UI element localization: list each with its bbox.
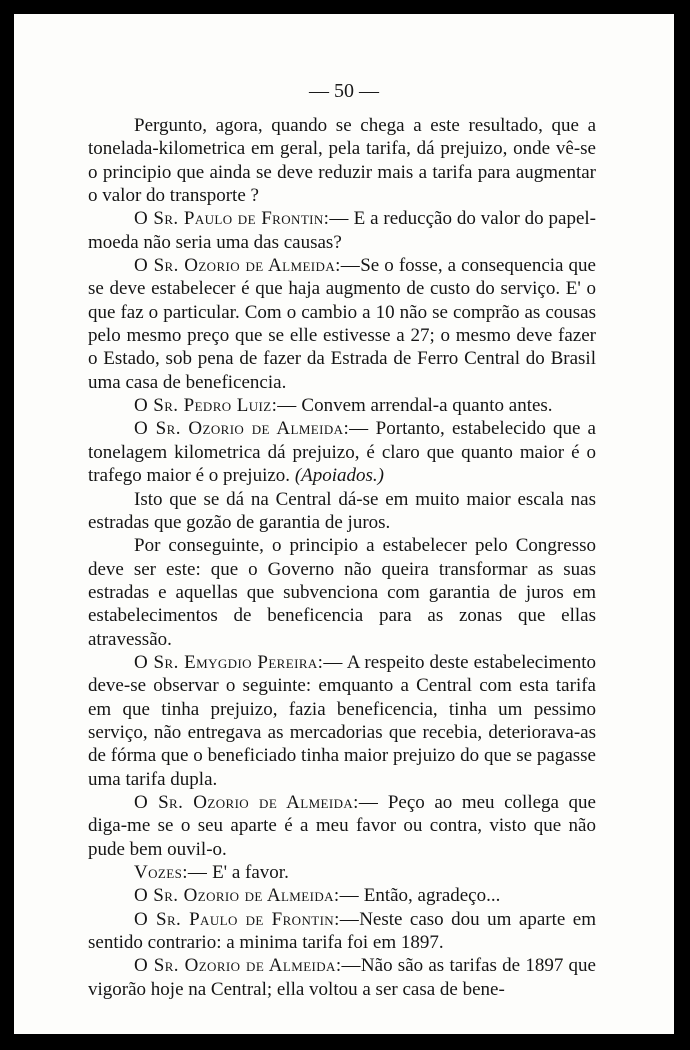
body-text [88,114,596,1001]
paragraph [88,417,596,487]
paragraph [88,791,596,861]
paragraph [88,651,596,791]
paragraph-text: Não são as tarifas de 1897 que vigorão hoje na Central; ella voltou a ser casa de bene- [88,955,596,1000]
paragraph [88,884,596,907]
page-number: — 50 — [309,80,379,102]
speaker-name: O Sr. Paulo de Frontin:— [134,908,360,930]
paragraph-text: Convem arrendal-a quanto antes. [296,395,553,417]
paragraph-text: Portanto, estabelecido que a tonelagem kilometrica dá prejuizo, é claro que quanto maior é o trafego maior é o prejuizo. [88,418,596,487]
paragraph [88,207,596,254]
paragraph [88,861,596,884]
paragraph-text: Se o fosse, a consequencia que se deve estabelecer é que haja augmento de custo do serviço. E' o que faz o particular. Com o cambio a 10 não se comprão as cousas pelo mesmo preço que se elle estivesse a 27; o mesmo deve fazer o Estado, sob pena de fazer da Estrada de Ferro Central do Brasil uma casa de beneficencia. [88,255,596,393]
paragraph-text: Então, agradeço... [358,885,501,907]
paragraph-text: Pergunto, agora, quando se chega a este resultado, que a tonelada-kilometrica em geral, pela tarifa, dá prejuizo, onde vê-se o principio que ainda se deve reduzir mais a tarifa para augmentar o valor do transporte ? [88,115,596,207]
speaker-name: O Sr. Paulo de Frontin:— [134,208,349,230]
paragraph-text: E' a favor. [207,862,289,883]
speaker-name: O Sr. Pedro Luiz:— [134,395,297,417]
speaker-name: O Sr. Ozorio de Almeida:— [134,791,379,813]
speaker-name: O Sr. Emygdio Pereira:— [134,651,343,673]
paragraph-text: Peço ao meu collega que diga-me se o seu aparte é a meu favor ou contra, visto que não pude bem ouvil-o. [88,791,596,860]
paragraph-text: A respeito deste estabelecimento deve-se observar o seguinte: emquanto a Central com esta tarifa em que tinha prejuizo, fazia beneficencia, tinha um pessimo serviço, não entregava as mercadorias que recebia, deteriorava-as de fórma que o beneficiado tinha maior prejuizo do que se pagasse uma tarifa dupla. [88,651,596,790]
speaker-name: O Sr. Ozorio de Almeida:— [134,885,359,907]
paragraph [88,954,596,1001]
paragraph [88,488,596,535]
paragraph [88,114,596,207]
italic-remark: (Apoiados.) [294,465,384,487]
speaker-name: O Sr. Ozorio de Almeida:— [134,418,369,440]
paragraph-text: Por conseguinte, o principio a estabelecer pelo Congresso deve ser este: que o Governo não queira transformar as suas estradas e aquellas que subvenciona com garantia de juros em estabelecimentos de beneficencia para as zonas que ellas atravessão. [88,535,596,650]
speaker-name: Vozes:— [134,862,208,883]
paragraph [88,908,596,955]
paragraph-text: Isto que se dá na Central dá-se em muito maior escala nas estradas que gozão de garantia de juros. [88,488,596,533]
speaker-name: O Sr. Ozorio de Almeida:— [134,255,361,277]
paragraph-text: Neste caso dou um aparte em sentido contrario: a minima tarifa foi em 1897. [88,908,596,954]
speaker-name: O Sr. Ozorio de Almeida:— [134,955,361,977]
paragraph [88,534,596,651]
paragraph [88,254,596,394]
paragraph [88,394,596,417]
paragraph-text: E a reducção do valor do papel-moeda não seria uma das causas? [88,208,596,253]
document-page [14,14,674,1034]
